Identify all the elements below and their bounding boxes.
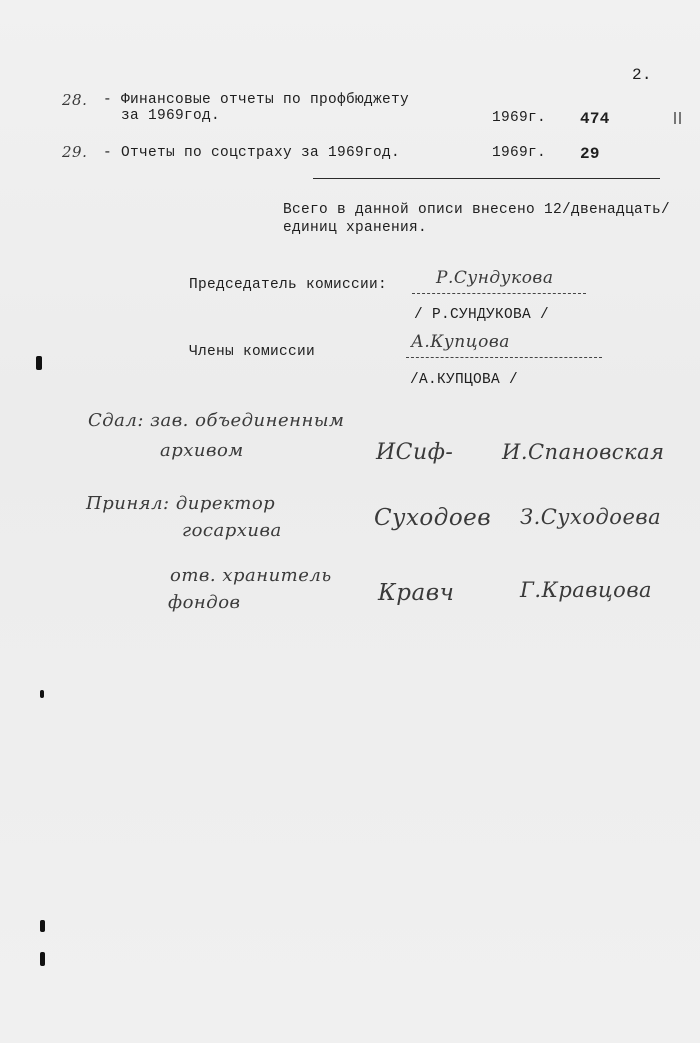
- item-title-line1: Финансовые отчеты по профбюджету: [121, 92, 410, 108]
- pencil-mark: [679, 112, 681, 124]
- item-number: 29.: [62, 143, 88, 161]
- item-sheets: 474: [580, 110, 610, 128]
- chairman-label: Председатель комиссии:: [189, 277, 388, 293]
- totals-rule: [313, 178, 660, 179]
- members-signature-line: [406, 357, 602, 359]
- handover-signature: Кравч: [378, 580, 455, 606]
- binder-mark: [40, 920, 45, 932]
- handover-role-line1: Принял: директор: [86, 493, 276, 514]
- total-line2: единиц хранения.: [283, 220, 428, 236]
- members-name: /А.КУПЦОВА /: [410, 372, 519, 388]
- binder-mark: [40, 690, 44, 698]
- handover-role-line1: отв. хранитель: [170, 565, 332, 586]
- item-title-line1: Отчеты по соцстраху за 1969год.: [121, 145, 401, 161]
- chairman-name: / Р.СУНДУКОВА /: [414, 307, 550, 323]
- handover-name: З.Суходоева: [520, 505, 662, 529]
- total-line1: Всего в данной описи внесено 12/двенадцать/: [283, 202, 671, 218]
- handover-signature: ИСиф-: [376, 440, 454, 465]
- item-dash: -: [103, 92, 113, 108]
- handover-role-line2: госархива: [182, 520, 282, 541]
- handover-role-line2: архивом: [160, 440, 244, 461]
- binder-mark: [40, 952, 45, 966]
- item-number: 28.: [62, 91, 88, 109]
- item-year: 1969г.: [492, 110, 547, 126]
- chairman-signature-line: [412, 293, 586, 295]
- members-label: Члены комиссии: [189, 344, 316, 360]
- handover-role-line1: Сдал: зав. объединенным: [88, 410, 345, 431]
- handover-name: Г.Кравцова: [520, 578, 653, 602]
- members-signature: А.Купцова: [411, 332, 510, 352]
- handover-signature: Суходоев: [374, 505, 492, 531]
- item-year: 1969г.: [492, 145, 547, 161]
- binder-mark: [36, 356, 42, 370]
- page-number: 2.: [632, 66, 652, 84]
- handover-role-line2: фондов: [168, 592, 241, 613]
- handover-name: И.Спановская: [502, 440, 665, 464]
- item-dash: -: [103, 145, 113, 161]
- item-sheets: 29: [580, 145, 600, 163]
- item-title-line2: за 1969год.: [121, 108, 221, 124]
- chairman-signature: Р.Сундукова: [436, 268, 554, 288]
- pencil-mark: [674, 112, 676, 124]
